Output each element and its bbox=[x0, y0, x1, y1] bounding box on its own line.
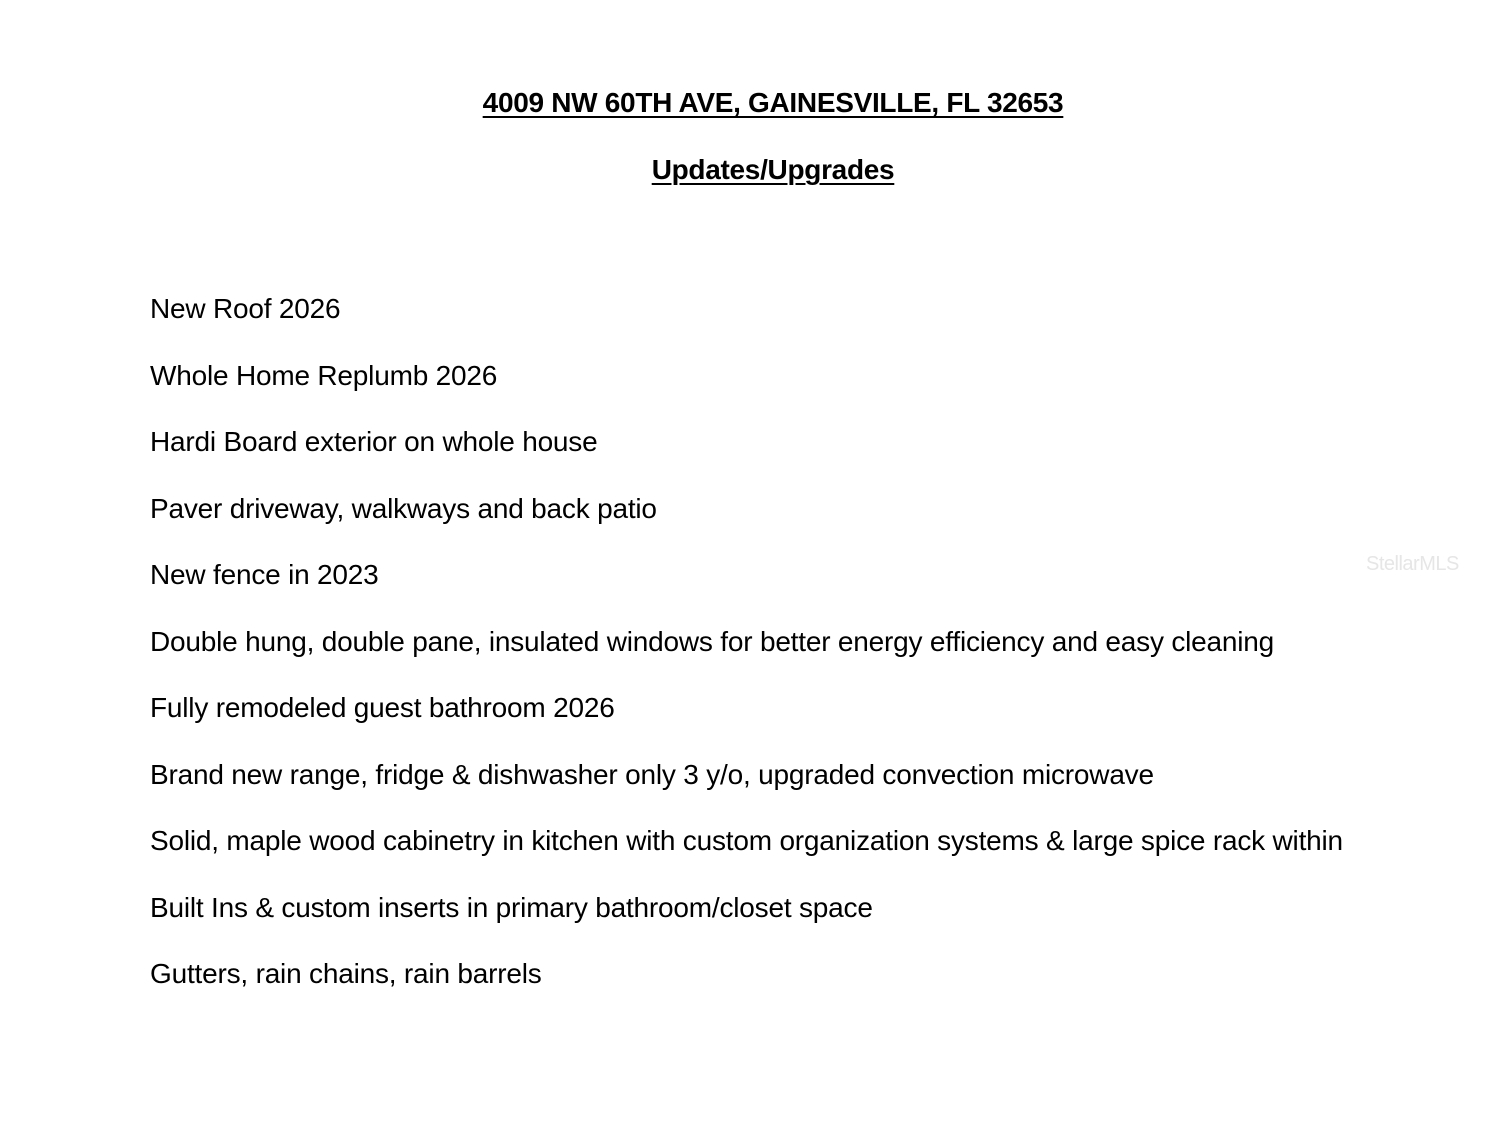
stellarmls-watermark: StellarMLS bbox=[1366, 553, 1459, 575]
list-item: Brand new range, fridge & dishwasher only 3 y/o, upgraded convection microwave bbox=[150, 758, 1154, 790]
list-item: Whole Home Replumb 2026 bbox=[150, 359, 498, 391]
list-item: Solid, maple wood cabinetry in kitchen with custom organization systems & large spice rack within bbox=[150, 825, 1343, 856]
list-item: Hardi Board exterior on whole house bbox=[150, 426, 598, 457]
list-item: New fence in 2023 bbox=[150, 559, 379, 590]
upgrades-list bbox=[150, 286, 1360, 1018]
list-item: Paver driveway, walkways and back patio bbox=[150, 492, 657, 524]
list-item: Gutters, rain chains, rain barrels bbox=[150, 958, 542, 989]
property-address-heading: 4009 NW 60TH AVE, GAINESVILLE, FL 32653 bbox=[482, 87, 1064, 118]
list-item: New Roof 2026 bbox=[150, 293, 341, 324]
list-item: Double hung, double pane, insulated windows for better energy efficiency and easy cleaning bbox=[150, 625, 1275, 657]
list-item: Built Ins & custom inserts in primary bathroom/closet space bbox=[150, 891, 873, 923]
list-item: Fully remodeled guest bathroom 2026 bbox=[150, 692, 615, 723]
section-title-heading: Updates/Upgrades bbox=[651, 154, 895, 185]
